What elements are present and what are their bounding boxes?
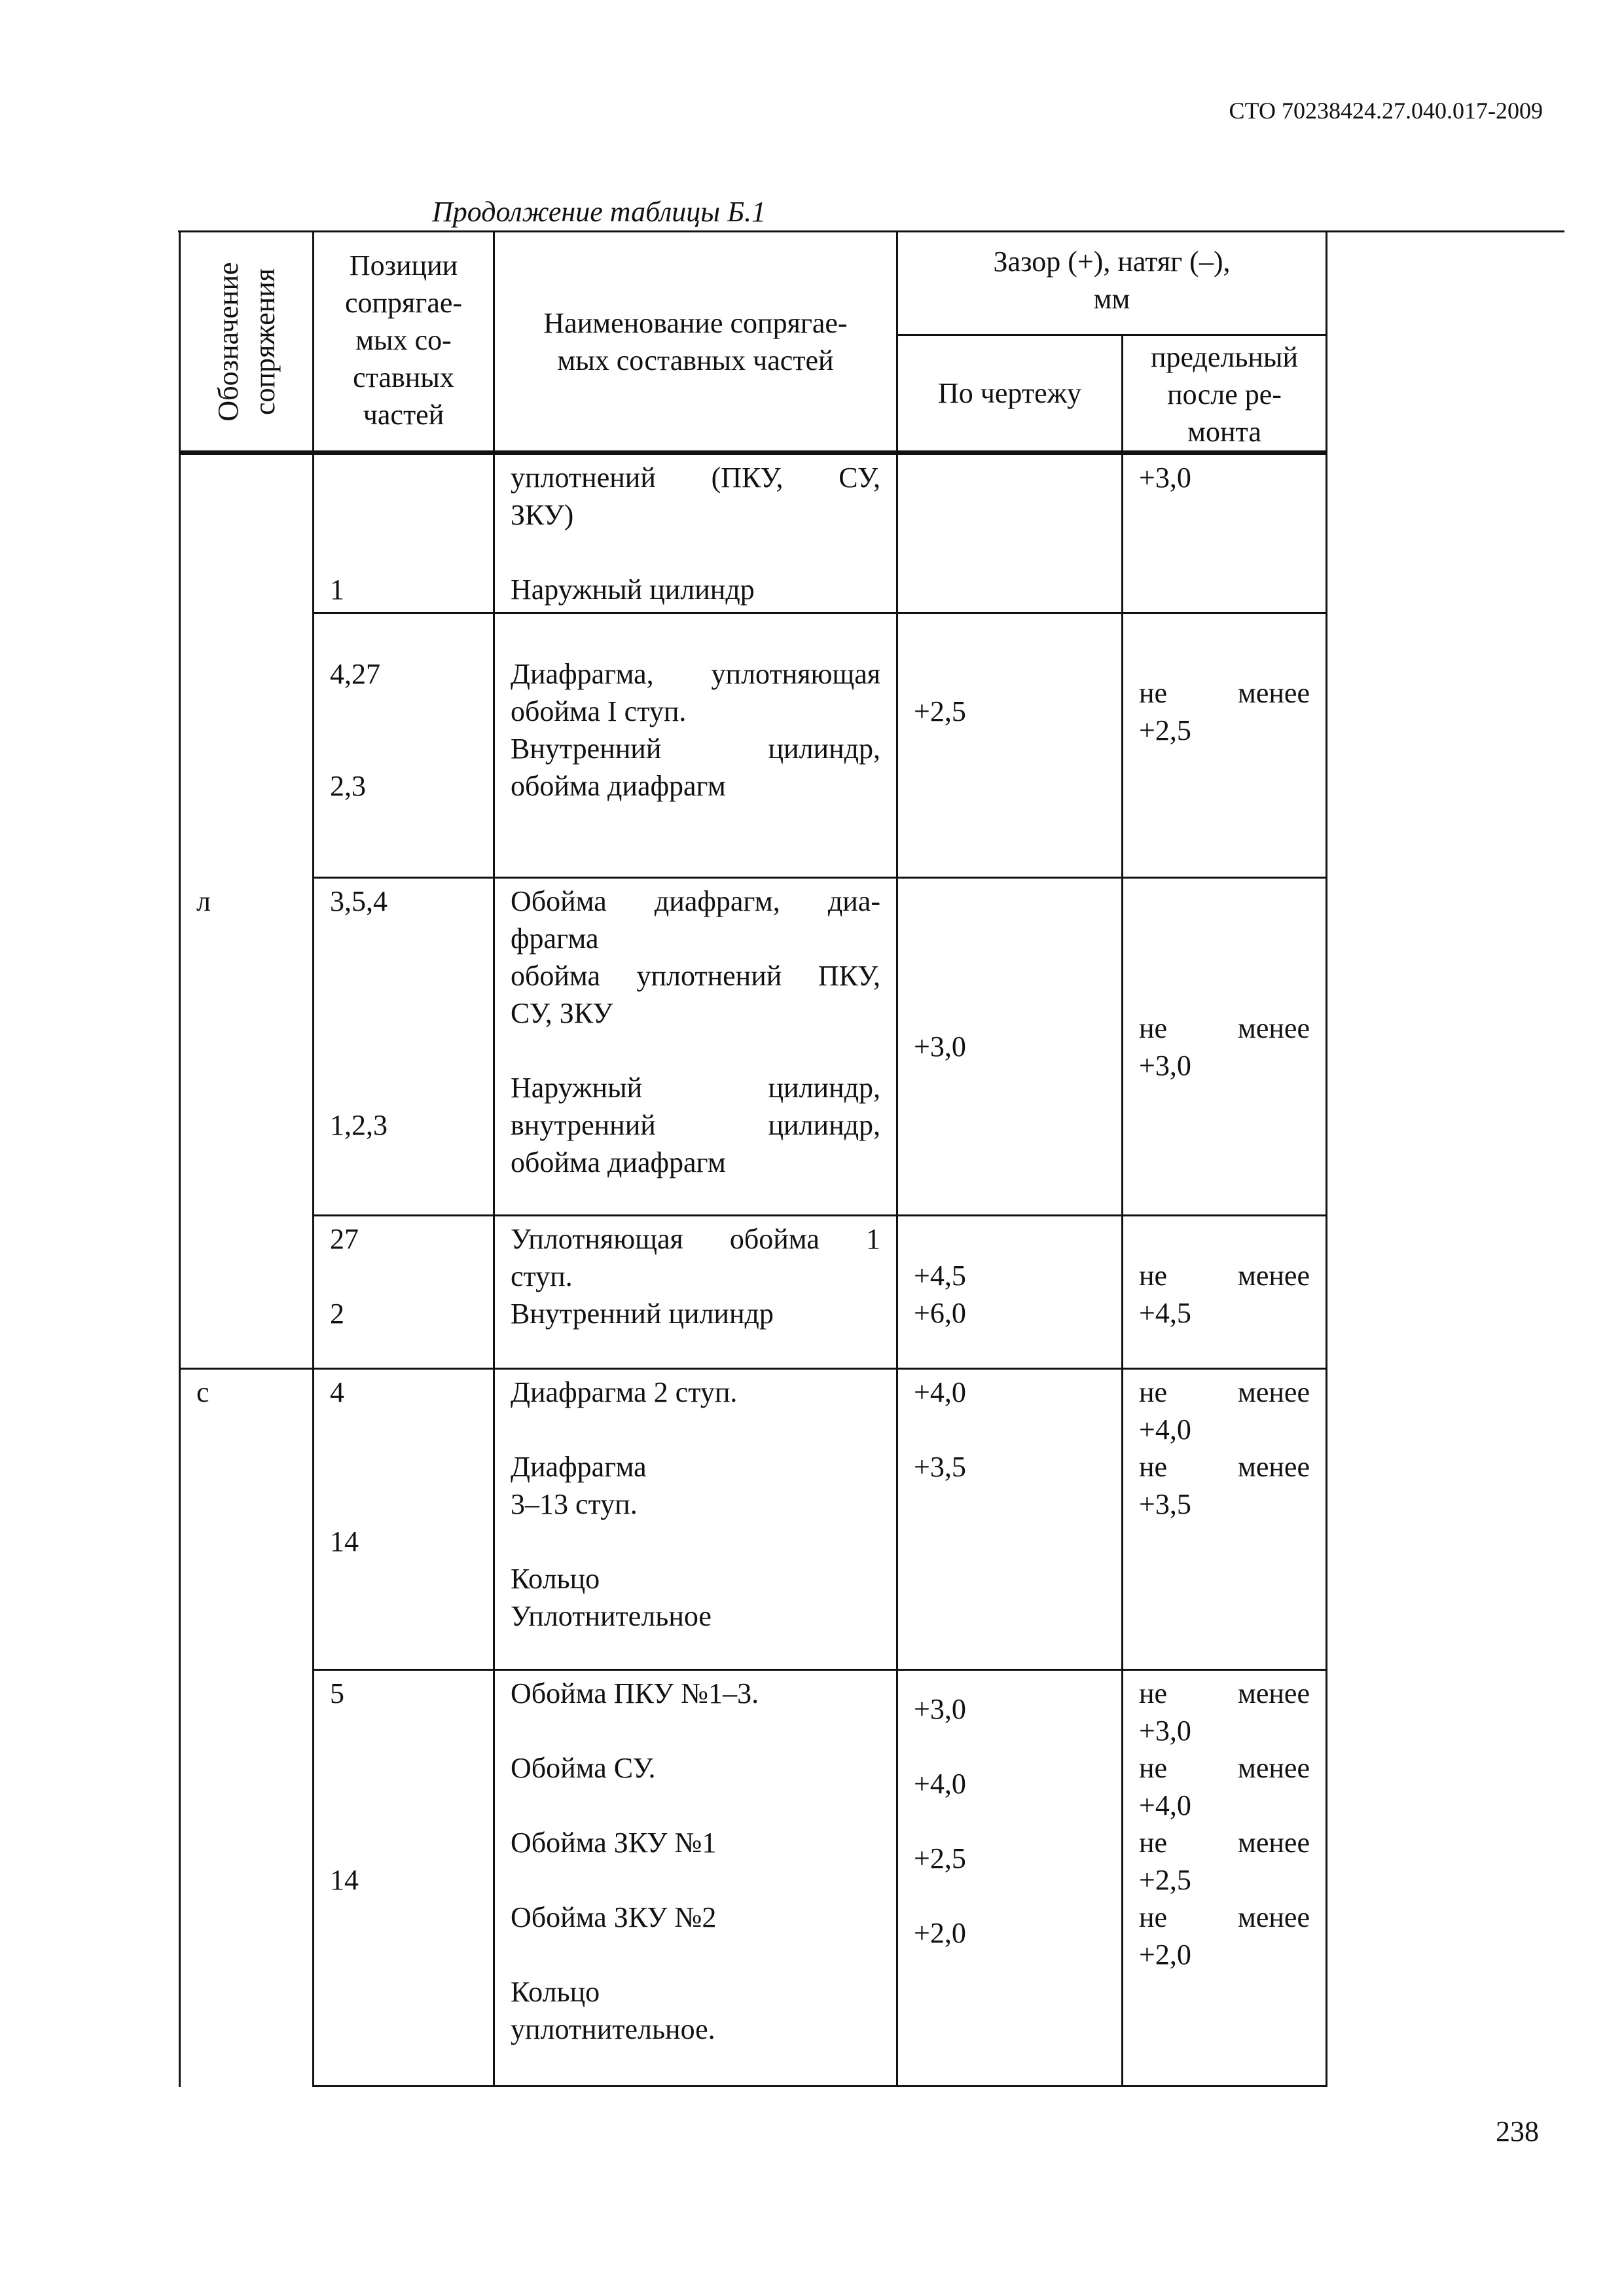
limit-word: не <box>1139 1752 1168 1784</box>
drawing-value-cell <box>897 1670 1123 2086</box>
name-line: фрагма <box>511 922 599 955</box>
limit-value-cell <box>1123 1670 1327 2086</box>
drawing-value: +3,5 <box>914 1451 966 1483</box>
position-value: 2 <box>330 1298 344 1330</box>
name-line: Кольцо <box>511 1976 600 2008</box>
limit-value-cell <box>1123 613 1327 878</box>
drawing-value: +4,5 <box>914 1260 966 1292</box>
name-line: Диафрагма 2 ступ. <box>511 1376 738 1408</box>
name-line: Обойма ПКУ №1–3. <box>511 1677 759 1709</box>
name-word: уплотнений <box>511 462 656 494</box>
name-word: Уплотняющая <box>511 1223 683 1255</box>
limit-word: не <box>1139 1376 1168 1408</box>
limit-value: +2,5 <box>1139 1864 1191 1896</box>
header-row-1 <box>180 232 1327 335</box>
drawing-value-cell <box>897 1369 1123 1670</box>
limit-word: менее <box>1238 1376 1310 1408</box>
positions-cell <box>314 1216 494 1369</box>
position-value: 14 <box>330 1525 359 1558</box>
name-line: Внутренний цилиндр <box>511 1298 774 1330</box>
limit-word: не <box>1139 1677 1168 1709</box>
header-designation-line: сопряжения <box>248 268 281 415</box>
drawing-value-cell <box>897 878 1123 1216</box>
header-limit-line: монта <box>1187 416 1261 448</box>
limit-value: +4,0 <box>1139 1413 1191 1446</box>
positions-cell <box>314 613 494 878</box>
position-value: 4 <box>330 1376 344 1408</box>
name-word: обойма <box>511 960 601 992</box>
header-positions-line: Позиции <box>349 249 458 282</box>
drawing-value: +4,0 <box>914 1768 966 1800</box>
parts-name-cell <box>494 1216 897 1369</box>
limit-value-cell <box>1123 453 1327 613</box>
designation-value: с <box>196 1376 209 1408</box>
drawing-value-cell <box>897 613 1123 878</box>
position-value: 5 <box>330 1677 344 1709</box>
position-value: 1 <box>330 574 344 606</box>
name-word: Диафрагма, <box>511 658 654 690</box>
drawing-value-cell <box>897 1216 1123 1369</box>
name-line: Уплотнительное <box>511 1600 712 1632</box>
name-line: обойма I ступ. <box>511 695 687 727</box>
limit-value: +3,0 <box>1139 462 1191 494</box>
limit-value: +3,0 <box>1139 1049 1191 1082</box>
name-line: обойма диафрагм <box>511 1146 726 1178</box>
drawing-value: +2,5 <box>914 695 966 727</box>
name-line: ЗКУ) <box>511 499 574 531</box>
designation-value: л <box>196 885 211 917</box>
drawing-value: +6,0 <box>914 1297 966 1329</box>
header-clearance <box>897 232 1327 335</box>
header-positions-line: мых со- <box>355 324 452 356</box>
table-row <box>180 613 1327 878</box>
limit-word: менее <box>1238 1260 1310 1292</box>
designation-cell <box>180 1369 314 2086</box>
header-positions-line: сопрягае- <box>344 287 463 319</box>
limit-value: +4,0 <box>1139 1789 1191 1821</box>
limit-word: менее <box>1238 1012 1310 1044</box>
position-value: 3,5,4 <box>330 885 388 917</box>
position-value: 27 <box>330 1223 359 1255</box>
name-line: уплотнительное. <box>511 2013 715 2045</box>
name-line: СУ, ЗКУ <box>511 997 613 1029</box>
header-name <box>494 232 897 453</box>
limit-value-cell <box>1123 1216 1327 1369</box>
limit-word: не <box>1139 677 1168 709</box>
drawing-value-cell <box>897 453 1123 613</box>
header-limit <box>1123 335 1327 453</box>
name-word: обойма <box>729 1223 820 1255</box>
header-clearance-line: Зазор (+), натяг (–), <box>993 246 1231 278</box>
header-limit-line: предельный <box>1150 341 1299 373</box>
drawing-value: +3,0 <box>914 1693 966 1725</box>
limit-word: не <box>1139 1827 1168 1859</box>
header-clearance-line: мм <box>1093 283 1130 315</box>
parts-name-cell <box>494 1369 897 1670</box>
limit-word: менее <box>1238 1677 1310 1709</box>
limit-value: +4,5 <box>1139 1297 1191 1329</box>
position-value: 4,27 <box>330 658 380 690</box>
limit-value: +3,0 <box>1139 1715 1191 1747</box>
document-code: СТО 70238424.27.040.017-2009 <box>1229 98 1543 124</box>
name-line: обойма диафрагм <box>511 770 726 802</box>
table-row <box>180 1670 1327 2086</box>
name-word: уплотняющая <box>711 658 880 690</box>
header-designation <box>180 232 314 453</box>
positions-cell <box>314 453 494 613</box>
positions-cell <box>314 878 494 1216</box>
name-word: диафрагм, <box>654 885 780 917</box>
header-positions-line: частей <box>363 399 444 431</box>
limit-word: менее <box>1238 1901 1310 1933</box>
name-word: цилиндр, <box>768 733 880 765</box>
name-line: Диафрагма <box>511 1451 647 1483</box>
position-value: 1,2,3 <box>330 1109 388 1141</box>
limit-word: не <box>1139 1451 1168 1483</box>
name-line: Наружный цилиндр <box>511 574 755 606</box>
name-word: Обойма <box>511 885 607 917</box>
header-name-line: мых составных частей <box>557 344 834 376</box>
designation-cell <box>180 878 314 1369</box>
name-word: цилиндр, <box>768 1072 880 1104</box>
limit-value: +2,0 <box>1139 1939 1191 1971</box>
limit-word: менее <box>1238 1451 1310 1483</box>
name-line: Обойма ЗКУ №2 <box>511 1901 717 1933</box>
limit-value-cell <box>1123 1369 1327 1670</box>
name-word: Внутренний <box>511 733 662 765</box>
limit-word: менее <box>1238 1827 1310 1859</box>
limit-word: менее <box>1238 677 1310 709</box>
positions-cell <box>314 1369 494 1670</box>
page-number: 238 <box>1496 2115 1539 2147</box>
name-line: ступ. <box>511 1260 573 1292</box>
header-limit-line: после ре- <box>1167 378 1282 410</box>
drawing-value: +3,0 <box>914 1030 966 1063</box>
limit-value-cell <box>1123 878 1327 1216</box>
table-row <box>180 453 1327 613</box>
header-designation-line: Обозначение <box>211 261 244 422</box>
name-word: СУ, <box>839 462 880 494</box>
name-word: 1 <box>865 1223 880 1255</box>
name-word: ПКУ, <box>818 960 880 992</box>
position-value: 2,3 <box>330 770 366 802</box>
name-line: Кольцо <box>511 1563 600 1595</box>
name-word: (ПКУ, <box>711 462 784 494</box>
position-value: 14 <box>330 1864 359 1896</box>
drawing-value: +4,0 <box>914 1376 966 1408</box>
limit-word: не <box>1139 1012 1168 1044</box>
header-name-line: Наименование сопрягае- <box>543 306 848 339</box>
header-positions-line: ставных <box>353 361 454 393</box>
name-line: Обойма СУ. <box>511 1752 656 1784</box>
name-line: Обойма ЗКУ №1 <box>511 1827 717 1859</box>
name-word: цилиндр, <box>768 1109 880 1141</box>
mating-parts-table <box>179 230 1327 2087</box>
parts-name-cell <box>494 453 897 613</box>
name-word: уплотнений <box>636 960 782 992</box>
table-row <box>180 878 1327 1216</box>
name-word: внутренний <box>511 1109 656 1141</box>
name-word: Наружный <box>511 1072 643 1104</box>
header-by-drawing: По чертежу <box>897 335 1123 453</box>
name-line: 3–13 ступ. <box>511 1488 638 1520</box>
name-word: диа- <box>827 885 880 917</box>
table-row <box>180 1369 1327 1670</box>
drawing-value: +2,5 <box>914 1842 966 1874</box>
limit-value: +3,5 <box>1139 1488 1191 1520</box>
header-positions <box>314 232 494 453</box>
limit-word: менее <box>1238 1752 1310 1784</box>
parts-name-cell <box>494 878 897 1216</box>
table-caption: Продолжение таблицы Б.1 <box>432 196 767 228</box>
parts-name-cell <box>494 1670 897 2086</box>
limit-value: +2,5 <box>1139 714 1191 746</box>
table-row <box>180 1216 1327 1369</box>
limit-word: не <box>1139 1260 1168 1292</box>
drawing-value: +2,0 <box>914 1917 966 1949</box>
positions-cell <box>314 1670 494 2086</box>
parts-name-cell <box>494 613 897 878</box>
limit-word: не <box>1139 1901 1168 1933</box>
designation-cell <box>180 453 314 878</box>
